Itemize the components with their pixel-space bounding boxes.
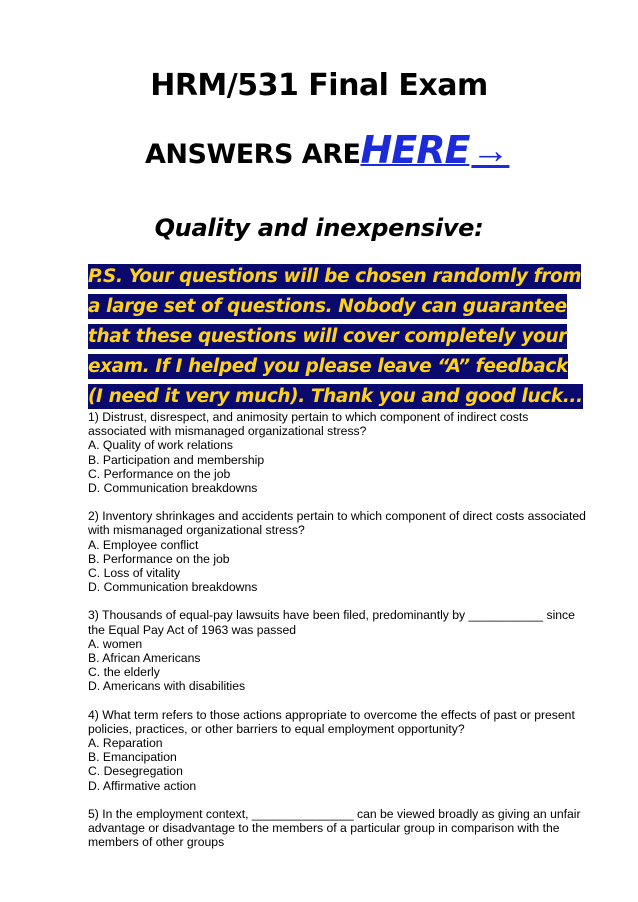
answers-line bbox=[145, 128, 509, 178]
answer-option: C. Loss of vitality bbox=[88, 566, 181, 581]
subtitle: Quality and inexpensive: bbox=[154, 214, 484, 242]
answer-option: A. Employee conflict bbox=[88, 537, 199, 552]
question-item bbox=[88, 509, 588, 594]
page-title: HRM/531 Final Exam bbox=[150, 68, 488, 103]
answers-label: ANSWERS ARE bbox=[145, 139, 361, 170]
answer-option: C. the elderly bbox=[88, 665, 160, 680]
here-link[interactable]: HERE bbox=[360, 128, 470, 172]
notice-text: P.S. Your questions will be chosen randomly from a large set of questions. Nobody can guarantee that these questions will cover completely your exam. If I helped you please leave “A” feedback (I need it very much). Thank you and good luck... bbox=[88, 266, 583, 407]
question-stem: 3) Thousands of equal-pay lawsuits have been filed, predominantly by ___________ since the Equal Pay Act of 1963 was passed bbox=[88, 608, 575, 637]
question-stem: 5) In the employment context, _______________ can be viewed broadly as giving an unfair advantage or disadvantage to the members of a particular group in comparison with the members of other groups bbox=[88, 806, 581, 850]
arrow-right-icon[interactable]: → bbox=[471, 130, 510, 172]
answer-option: A. women bbox=[88, 636, 143, 651]
answer-option: A. Quality of work relations bbox=[88, 438, 233, 453]
notice-block bbox=[88, 262, 588, 412]
question-item bbox=[88, 608, 588, 693]
answer-option: B. Participation and membership bbox=[88, 452, 265, 467]
answer-option: B. Emancipation bbox=[88, 750, 177, 765]
question-stem: 2) Inventory shrinkages and accidents pertain to which component of direct costs associated with mismanaged organizational stress? bbox=[88, 509, 586, 538]
answer-option: A. Reparation bbox=[88, 736, 163, 751]
answer-option: C. Performance on the job bbox=[88, 466, 231, 481]
question-item bbox=[88, 807, 588, 850]
answer-option: D. Communication breakdowns bbox=[88, 481, 258, 496]
answer-option: D. Americans with disabilities bbox=[88, 679, 246, 694]
answer-option: B. Performance on the job bbox=[88, 551, 230, 566]
answer-option: B. African Americans bbox=[88, 651, 201, 666]
answer-option: C. Desegregation bbox=[88, 764, 183, 779]
question-stem: 1) Distrust, disrespect, and animosity pertain to which component of indirect costs associated with mismanaged organizational stress? bbox=[88, 410, 529, 439]
question-stem: 4) What term refers to those actions appropriate to overcome the effects of past or present policies, practices, or other barriers to equal employment opportunity? bbox=[88, 707, 575, 736]
question-list bbox=[88, 410, 588, 863]
answer-option: D. Communication breakdowns bbox=[88, 580, 258, 595]
question-item bbox=[88, 708, 588, 793]
answer-option: D. Affirmative action bbox=[88, 778, 197, 793]
question-item bbox=[88, 410, 588, 495]
